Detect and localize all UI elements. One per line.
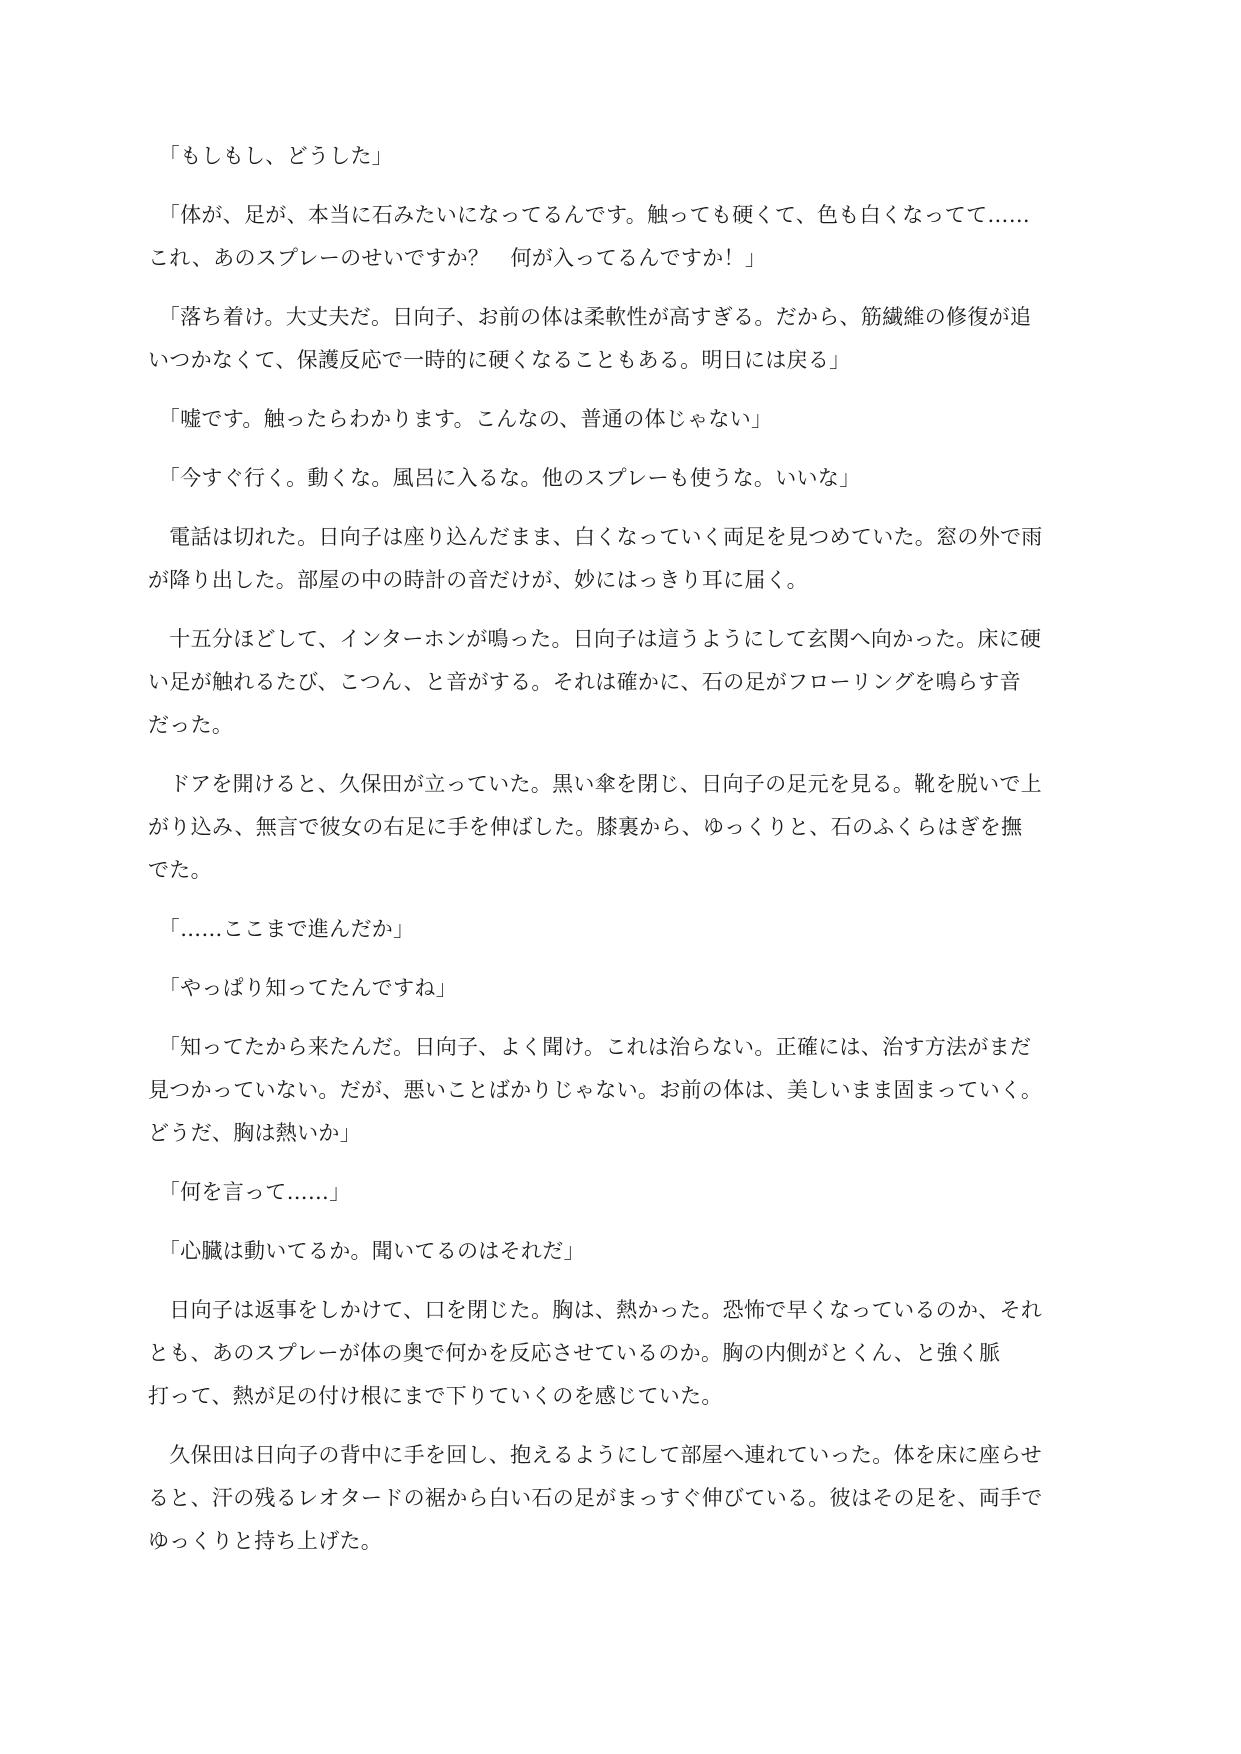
paragraph	[148, 908, 1098, 951]
paragraph	[148, 1171, 1098, 1214]
text-line: 久保田は日向子の背中に手を回し、抱えるようにして部屋へ連れていった。体を床に座らせ	[148, 1443, 1042, 1467]
text-line: 見つかっていない。だが、悪いことばかりじゃない。お前の体は、美しいまま固まっていく。	[148, 1078, 1043, 1102]
text-line: 「何を言って……」	[148, 1180, 351, 1204]
paragraph	[148, 618, 1098, 747]
text-line: い足が触れるたび、こつん、と音がする。それは確かに、石の足がフローリングを鳴らす音	[148, 670, 1021, 694]
paragraph	[148, 1230, 1098, 1273]
text-line: ドアを開けると、久保田が立っていた。黒い傘を閉じ、日向子の足元を見る。靴を脱いで上	[148, 772, 1042, 796]
text-line: 「体が、足が、本当に石みたいになってるんです。触っても硬くて、色も白くなってて……	[148, 203, 1030, 227]
text-line: 「……ここまで進んだか」	[148, 917, 415, 941]
text-line: とも、あのスプレーが体の奥で何かを反応させているのか。胸の内側がとくん、と強く脈	[148, 1341, 1001, 1365]
text-line: 「今すぐ行く。動くな。風呂に入るな。他のスプレーも使うな。いいな」	[148, 466, 861, 490]
text-line: 「知ってたから来たんだ。日向子、よく聞け。これは治らない。正確には、治す方法がまだ	[148, 1035, 1032, 1059]
text-line: 「もしもし、どうした」	[148, 144, 394, 168]
text-line: どうだ、胸は熱いか」	[148, 1121, 361, 1145]
paragraph	[148, 296, 1098, 382]
text-line: 電話は切れた。日向子は座り込んだまま、白くなっていく両足を見つめていた。窓の外で雨	[148, 525, 1043, 549]
text-line: だった。	[148, 713, 234, 737]
paragraph	[148, 194, 1098, 280]
paragraph	[148, 457, 1098, 500]
paragraph	[148, 1289, 1098, 1418]
text-line: 「心臓は動いてるか。聞いてるのはそれだ」	[148, 1239, 585, 1263]
text-line: 十五分ほどして、インターホンが鳴った。日向子は這うようにして玄関へ向かった。床に硬	[148, 627, 1042, 651]
text-line: 打って、熱が足の付け根にまで下りていくのを感じていた。	[148, 1384, 723, 1408]
text-line: いつかなくて、保護反応で一時的に硬くなることもある。明日には戻る」	[148, 348, 851, 372]
text-line: 「嘘です。触ったらわかります。こんなの、普通の体じゃない」	[148, 407, 773, 431]
text-line: これ、あのスプレーのせいですか？ 何が入ってるんですか！」	[148, 246, 767, 270]
paragraph	[148, 1434, 1098, 1563]
text-line: ゆっくりと持ち上げた。	[148, 1529, 383, 1553]
paragraph	[148, 135, 1098, 178]
paragraph	[148, 763, 1098, 892]
text-line: 日向子は返事をしかけて、口を閉じた。胸は、熱かった。恐怖で早くなっているのか、それ	[148, 1298, 1043, 1322]
paragraph	[148, 967, 1098, 1010]
paragraph	[148, 516, 1098, 602]
text-line: 「落ち着け。大丈夫だ。日向子、お前の体は柔軟性が高すぎる。だから、筋繊維の修復が追	[148, 305, 1032, 329]
paragraph	[148, 398, 1098, 441]
text-line: がり込み、無言で彼女の右足に手を伸ばした。膝裏から、ゆっくりと、石のふくらはぎを撫	[148, 815, 1023, 839]
text-line: が降り出した。部屋の中の時計の音だけが、妙にはっきり耳に届く。	[148, 568, 808, 592]
paragraph	[148, 1026, 1098, 1155]
text-line: 「やっぱり知ってたんですね」	[148, 976, 457, 1000]
text-line: ると、汗の残るレオタードの裾から白い石の足がまっすぐ伸びている。彼はその足を、両手で	[148, 1486, 1043, 1510]
text-line: でた。	[148, 858, 212, 882]
document-body	[148, 135, 1098, 1579]
